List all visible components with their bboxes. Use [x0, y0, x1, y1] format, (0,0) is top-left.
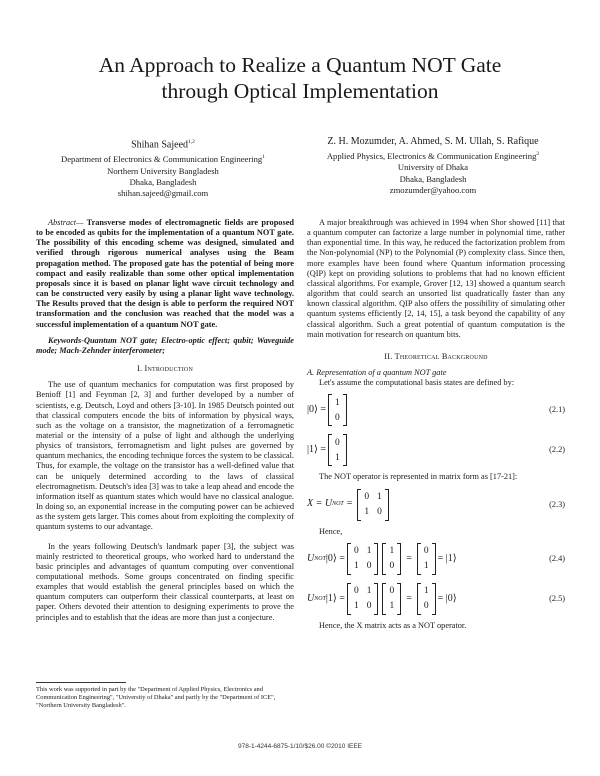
abstract: [36, 218, 294, 330]
abstract-body: Transverse modes of electromagnetic fields are proposed to be encoded as qubits for the implementation of a quantum NOT gate. The possibility of this encoding scheme was designed, simulated and verified through rigorous numerical analyses using the Beam propagation method. The proposed gate has the potential of being more compact and easily realizable than some other optical implementation proposals since it is based on planar light wave circuit technology and can be constructed very easily by using a planar light wave technology. The Results proved that the design is able to perform the required NOT transformation and the conclusion was reached that the model was a successful implementation of a quantum NOT gate.: [36, 218, 294, 329]
right-column: [307, 218, 565, 631]
author-block-2: [303, 135, 563, 196]
right-paragraph-1: A major breakthrough was achieved in 1994 when Shor showed [11] that a quantum computer can factorize a large number in polynomial time, rather than exponential time. In this way, he reduced the factorization problem from the Non-polynomial (NP) to the Polynomial (P) complexity class. Since then, more examples have been found where Quantum information processing (QIP) kept on providing solutions to problems that had no known efficient classical algorithms. For example, Grover [12, 13] showed a quantum search algorithm that could search an unsorted list quadratically faster than any known classical algorithm. QIP also offers the possibility of simulating other quantum systems efficiently [2, 14, 15], a task beyond the capability of any classical algorithm. Such a great potential of quantum computation is the main motivation for research on quantum bits.: [307, 218, 565, 339]
basis-text: Let's assume the computational basis states are defined by:: [319, 378, 515, 388]
footnote-rule: [36, 682, 126, 683]
author-name: Z. H. Mozumder, A. Ahmed, S. M. Ullah, S. Rafique: [327, 136, 539, 147]
matrix: 1 0: [382, 543, 401, 575]
author-dept: Department of Electronics & Communication Engineering: [61, 154, 263, 165]
matrix: 0 1: [382, 583, 401, 615]
matrix: 0 1 1 0: [347, 543, 379, 575]
paper-title: [0, 52, 600, 104]
title-line-2: through Optical Implementation: [161, 79, 439, 103]
equation-number: (2.1): [549, 405, 565, 415]
subsection-heading-a: A. Representation of a quantum NOT gate: [307, 368, 447, 378]
author-city: Dhaka, Bangladesh: [129, 177, 197, 187]
intro-paragraph-2: In the years following Deutsch's landmark paper [3], the subject was mainly restricted to theoretical groups, who worked hard to understand the basic principles and advantages of quantum computing over conventional computational methods. Some groups concentrated on finding specific examples that would establish the general principles based on which the quantum computers can outperform their classical counterparts, at least on paper. Others devoted their attention to designing experiments to prove the principles and to establish that the ideas are more than just a conjecture.: [36, 541, 294, 622]
matrix: 0 1 1 0: [357, 489, 389, 521]
author-email: shihan.sajeed@gmail.com: [117, 188, 209, 199]
footnote: This work was supported in part by the "Department of Applied Physics, Electronics and Communication Engineering", "University of Dhaka" and partly by the "Department of ICE", "Northern University Bangladesh".: [36, 686, 276, 710]
subscript: NOT: [314, 555, 326, 562]
author-name: Shihan Sajeed: [131, 139, 189, 151]
author-block-1: [33, 135, 293, 200]
left-column: [36, 218, 294, 623]
subscript: NOT: [314, 595, 326, 602]
equation-number: (2.4): [549, 553, 565, 563]
equation-number: (2.2): [549, 445, 565, 455]
author-sup: 1,2: [188, 139, 195, 145]
equation-2-5: U NOT |1⟩ = 0 1 1 0 0 1 = 1 0 = |0⟩ (2.5): [307, 581, 565, 617]
matrix: 1 0: [417, 583, 436, 615]
conclusion-text: Hence, the X matrix acts as a NOT operator.: [319, 620, 467, 630]
equation-number: (2.3): [549, 499, 565, 509]
matrix: 0 1: [328, 434, 347, 466]
eq-result: = |1⟩: [437, 552, 457, 564]
dept-sup: 2: [536, 151, 540, 157]
author-city: Dhaka, Bangladesh: [399, 173, 467, 184]
equation-2-4: U NOT |0⟩ = 0 1 1 0 1 0 = 0 1 = |1⟩ (2.4): [307, 541, 565, 577]
equation-2-3: X = U NOT = 0 1 1 0 (2.3): [307, 487, 565, 523]
author-univ: University of Dhaka: [397, 162, 469, 173]
eq-mid: |0⟩ =: [325, 552, 345, 564]
eq-lhs: |1⟩ =: [307, 444, 327, 456]
author-dept: Applied Physics, Electronics & Communication Engineering: [326, 150, 537, 161]
subscript: NOT: [332, 501, 344, 508]
intro-paragraph-1: The use of quantum mechanics for computation was first proposed by Benioff [1] and Feynman [2, 3] and further developed by a number of scientists, e.g. Deutsch, Loyd and others [3-10]. In 1985 Deutsch pointed out that classical computers encode the bits of information by physical ways, such as the voltage on a transistor, the magnetization of a ferromagnetic material or the intensity of a pulse of light and although the underlying physics of transistors, ferromagnetism and light pulses are governed by quantum mechanics, the encoding technique forces the system to be classical. Thus, for example, the voltage on the transistor has a well-defined value that can be uniquely determined according to the laws of classical electromagnetism. Deutsch's idea [3] was to take a leap ahead and encode the information itself as quantum states which would have no classical analogue. In doing so, an exponential increase in the computing power can be achieved as the system gets larger. This comes about from exploiting the complexity of quantum systems to our advantage.: [36, 380, 294, 532]
dept-sup: 1: [262, 154, 265, 161]
not-operator-text: The NOT operator is represented in matrix form as [17-21]:: [319, 472, 518, 482]
equation-2-1: [307, 392, 565, 428]
eq-lhs: |0⟩ =: [307, 404, 327, 416]
equation-2-2: [307, 432, 565, 468]
matrix: 1 0: [328, 394, 347, 426]
matrix: 0 1: [417, 543, 436, 575]
title-line-1: An Approach to Realize a Quantum NOT Gate: [98, 53, 502, 77]
copyright-line: 978-1-4244-6875-1/10/$26.00 ©2010 IEEE: [237, 743, 363, 750]
author-univ: Northern University Bangladesh: [107, 165, 219, 176]
keywords: Keywords-Quantum NOT gate; Electro-optic effect; qubit; Waveguide mode; Mach-Zehnder interferometer;: [36, 335, 294, 355]
eq-mid: |1⟩ =: [325, 592, 345, 604]
section-heading-introduction: I. Introduction: [136, 364, 193, 374]
matrix: 0 1 1 0: [347, 583, 379, 615]
eq-result: = |0⟩: [437, 592, 457, 604]
section-heading-theory: II. Theoretical Background: [384, 351, 488, 361]
abstract-lead: Abstract—: [48, 218, 84, 227]
equation-number: (2.5): [549, 593, 565, 603]
eq-lhs: X = U: [307, 498, 333, 510]
author-email: zmozumder@yahoo.com: [389, 185, 477, 196]
hence-text: Hence,: [319, 526, 343, 536]
